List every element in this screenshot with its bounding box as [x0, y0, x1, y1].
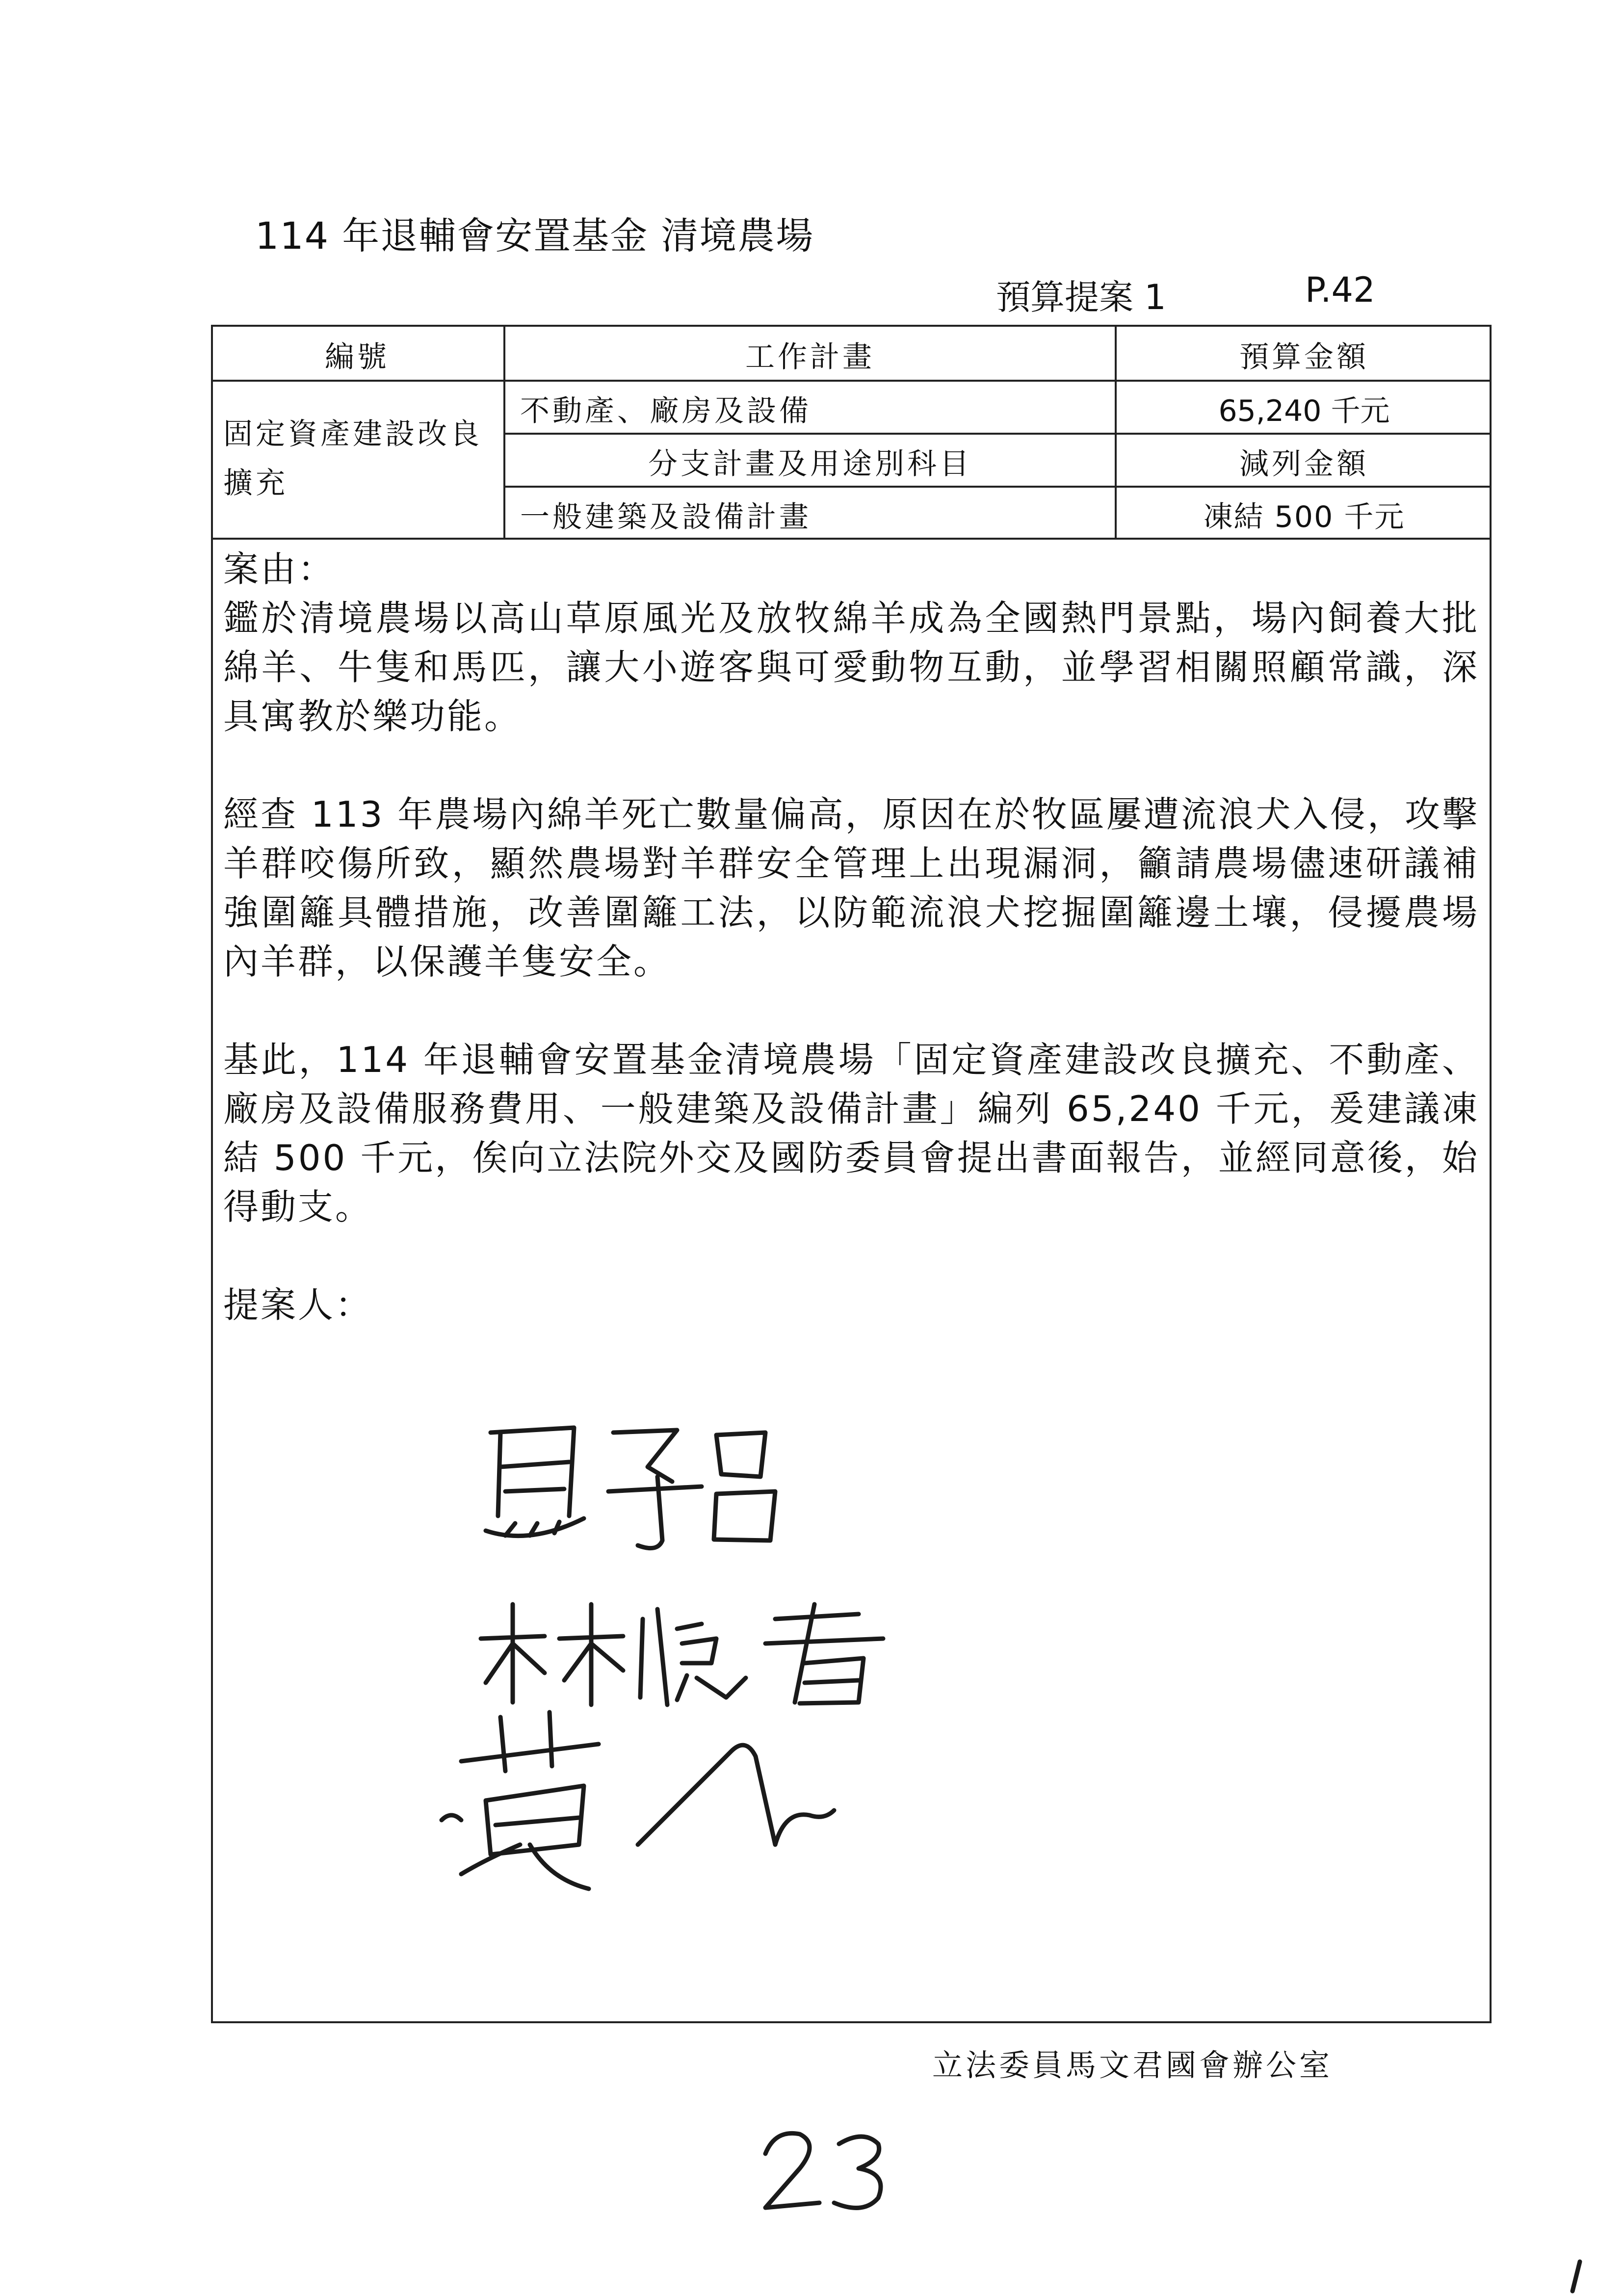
table-divider: [503, 433, 1492, 435]
signature-ma-wen-chun: [471, 1413, 814, 1560]
table-divider: [211, 538, 1492, 540]
budget-amount: 65,240 千元: [1218, 394, 1390, 428]
body-paragraph: 基此，114 年退輔會安置基金清境農場「固定資產建設改良擴充、不動產、廠房及設備服務費用、一般建築及設備計畫」編列 65,240 千元，爰建議凍結 500 千元，俟向立法院外交及國防委員會提出書面報告，並經同意後，始得動支。: [223, 1039, 1479, 1227]
signature-huang: [432, 1697, 873, 1904]
table-divider: [211, 380, 1492, 382]
table-divider: [503, 486, 1492, 488]
proposer-label: 提案人：: [223, 1284, 373, 1326]
sub-amount: 凍結 500 千元: [1203, 500, 1405, 534]
scan-mark: [1560, 2257, 1590, 2296]
proposal-body: [223, 545, 1479, 1330]
work-plan: 不動產、廠房及設備: [520, 394, 812, 428]
body-paragraph: 經查 113 年農場內綿羊死亡數量偏高，原因在於牧區屢遭流浪犬入侵，攻擊羊群咬傷所致，顯然農場對羊群安全管理上出現漏洞，籲請農場儘速研議補強圍籬具體措施，改善圍籬工法，以防範流浪犬挖掘圍籬邊土壤，侵擾農場內羊群，以保護羊隻安全。: [223, 794, 1479, 982]
sub-header-plan: 分支計畫及用途別科目: [648, 447, 972, 481]
page-number-handwritten: [746, 2110, 903, 2218]
sub-header-amount: 減列金額: [1239, 447, 1369, 481]
sub-plan: 一般建築及設備計畫: [520, 500, 812, 534]
col-header-budget: 預算金額: [1239, 340, 1369, 374]
proposal-number: 預算提案 1: [996, 277, 1166, 317]
page-reference: P.42: [1305, 270, 1375, 310]
body-paragraph: 鑑於清境農場以高山草原風光及放牧綿羊成為全國熱門景點，場內飼養大批綿羊、牛隻和馬匹，讓大小遊客與可愛動物互動，並學習相關照顧常識，深具寓教於樂功能。: [223, 598, 1479, 737]
reason-label: 案由：: [223, 548, 336, 590]
col-header-work-plan: 工作計畫: [745, 340, 875, 374]
document-title: 114 年退輔會安置基金 清境農場: [255, 214, 814, 258]
item-id: 固定資產建設改良擴充: [223, 417, 482, 500]
col-header-id: 編號: [325, 340, 390, 374]
office-name: 立法委員馬文君國會辦公室: [932, 2047, 1333, 2083]
